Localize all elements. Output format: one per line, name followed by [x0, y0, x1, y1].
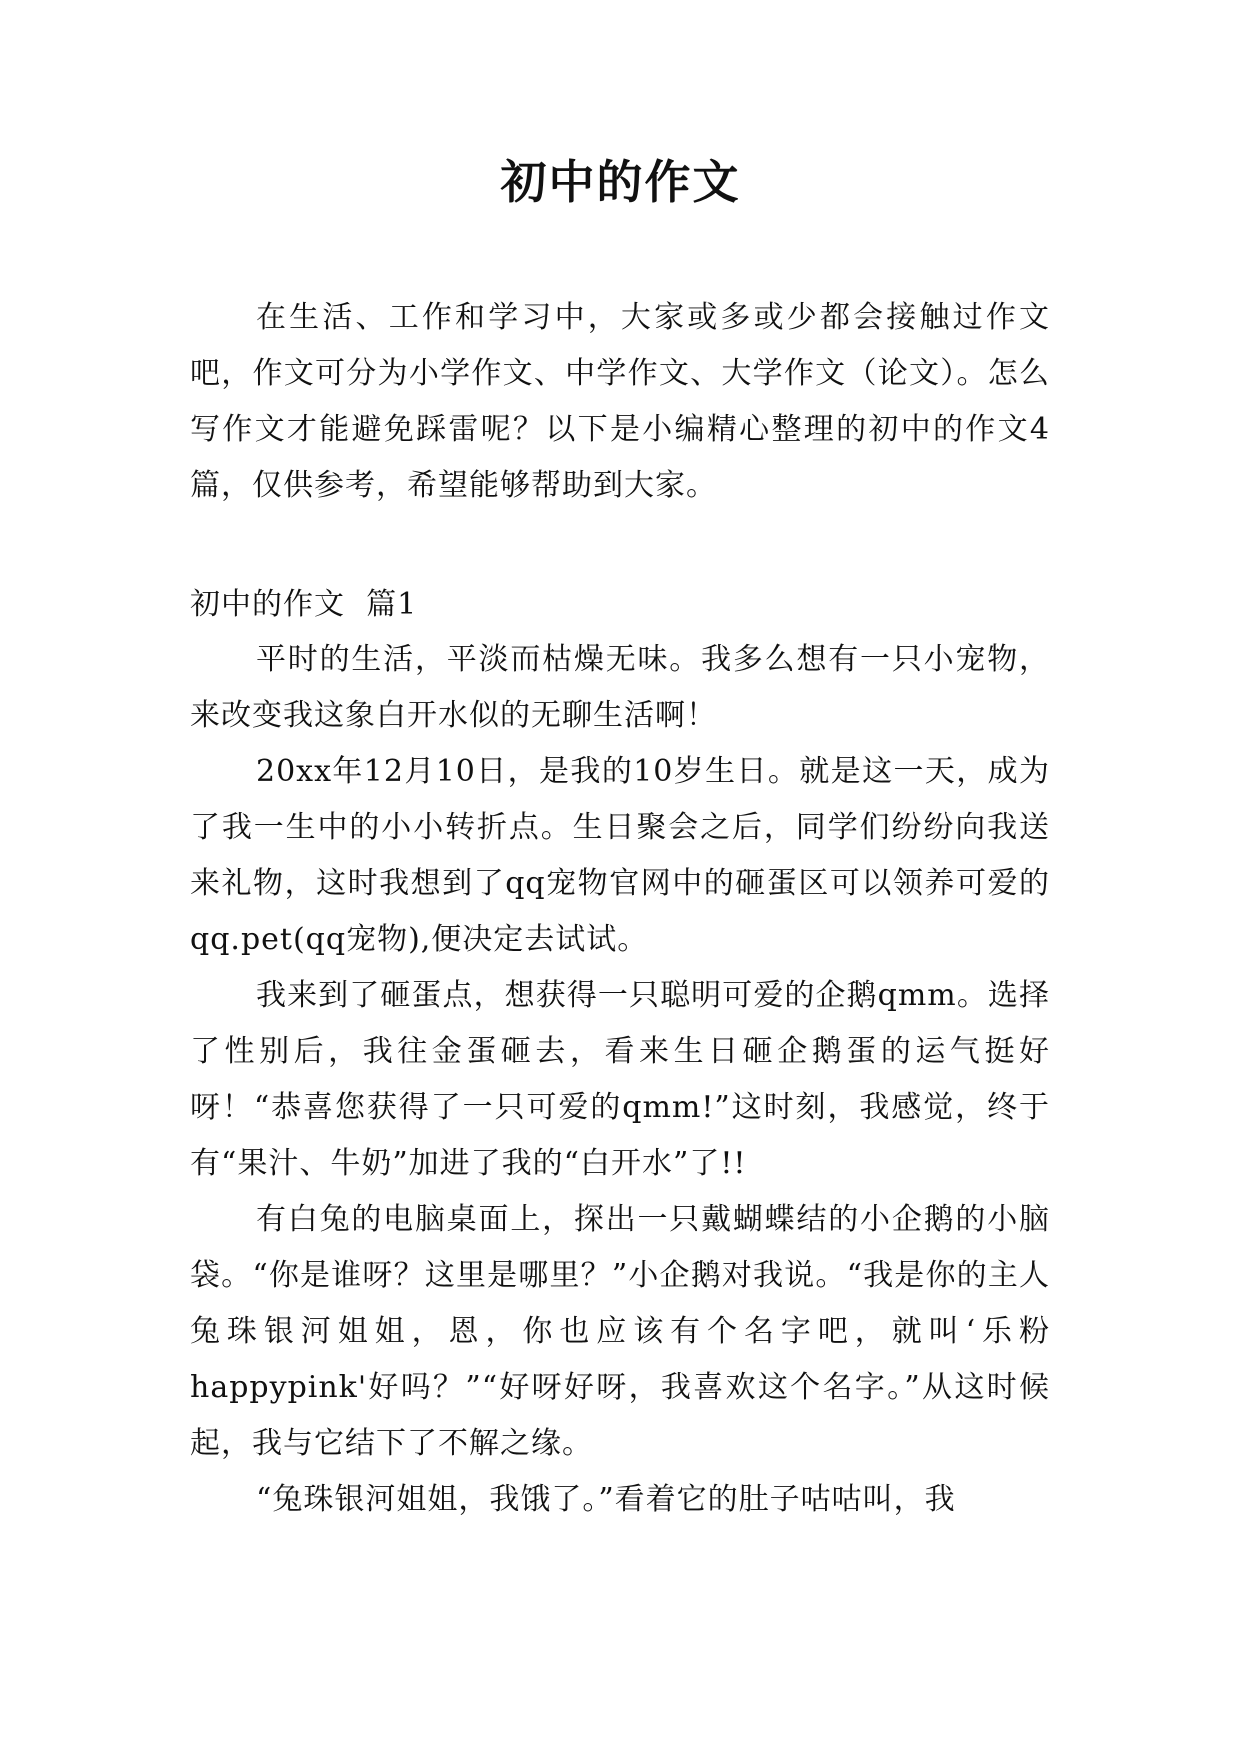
intro-block	[190, 290, 1050, 514]
body-paragraph: 平时的生活，平淡而枯燥无味。我多么想有一只小宠物，来改变我这象白开水似的无聊生活啊！	[190, 642, 1050, 733]
body-paragraph: “兔珠银河姐姐，我饿了。”看着它的肚子咕咕叫，我	[256, 1482, 956, 1517]
body-paragraph: 我来到了砸蛋点，想获得一只聪明可爱的企鹅qmm。选择了性别后，我往金蛋砸去，看来生日砸企鹅蛋的运气挺好呀！“恭喜您获得了一只可爱的qmm!”这时刻，我感觉，终于有“果汁、牛奶”加进了我的“白开水”了!!	[190, 978, 1050, 1181]
essay-body	[190, 632, 1050, 1528]
section-heading: 初中的作文 篇1	[190, 587, 418, 622]
body-paragraph: 有白兔的电脑桌面上，探出一只戴蝴蝶结的小企鹅的小脑袋。“你是谁呀？这里是哪里？”小企鹅对我说。“我是你的主人兔珠银河姐姐，恩，你也应该有个名字吧，就叫‘乐粉happypink'好吗？”“好呀好呀，我喜欢这个名字。”从这时候起，我与它结下了不解之缘。	[190, 1202, 1050, 1461]
body-paragraph: 20xx年12月10日，是我的10岁生日。就是这一天，成为了我一生中的小小转折点。生日聚会之后，同学们纷纷向我送来礼物，这时我想到了qq宠物官网中的砸蛋区可以领养可爱的qq.pet(qq宠物),便决定去试试。	[190, 754, 1050, 957]
intro-paragraph: 在生活、工作和学习中，大家或多或少都会接触过作文吧，作文可分为小学作文、中学作文、大学作文（论文）。怎么写作文才能避免踩雷呢？以下是小编精心整理的初中的作文4篇，仅供参考，希望能够帮助到大家。	[190, 300, 1050, 503]
document-title: 初中的作文	[500, 155, 741, 209]
